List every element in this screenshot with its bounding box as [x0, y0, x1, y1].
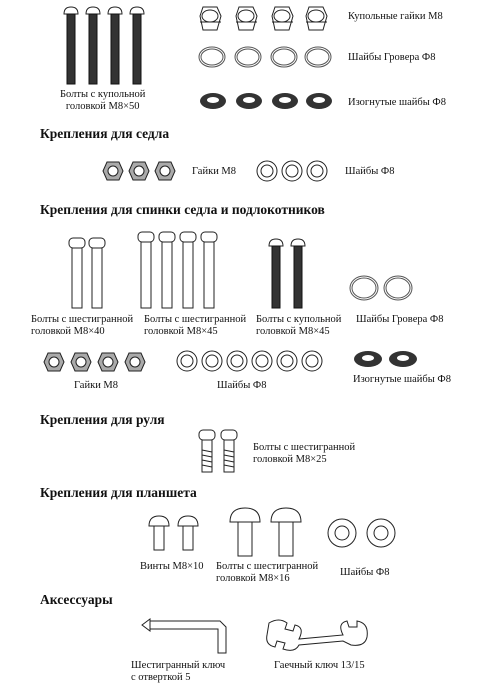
grover-washers-label: Шайбы Гровера Ф8 [348, 52, 436, 63]
seat-section-title: Крепления для седла [40, 126, 170, 141]
dome-bolts-m8x45-icon [267, 238, 311, 310]
seat-nuts-label: Гайки М8 [192, 166, 237, 177]
seat-washers-label: Шайбы Ф8 [345, 166, 395, 177]
tablet-section-title: Крепления для планшета [40, 485, 197, 500]
backrest-grover-icon [350, 274, 414, 302]
hex-bolts-m8x40-label: Болты с шестигранной головкой М8×40 [31, 314, 134, 337]
dome-bolts-m8x50-icon [62, 6, 152, 86]
wrench-label: Гаечный ключ 13/15 [274, 660, 365, 671]
dome-bolts-m8x50-label: Болты с купольной головкой М8×50 [60, 89, 146, 112]
dome-bolts-m8x45-label: Болты с купольной головкой М8×45 [256, 314, 342, 337]
dome-nuts-icon [197, 4, 332, 34]
hex-bolts-m8x25-icon [197, 428, 241, 474]
curved-washers-icon [200, 90, 340, 112]
hex-key-icon [140, 613, 235, 655]
backrest-section-title: Крепления для спинки седла и подлокотников [40, 202, 325, 217]
backrest-grover-label: Шайбы Гровера Ф8 [356, 314, 444, 325]
grover-washers-icon [199, 44, 334, 70]
hex-bolts-m8x40-icon [67, 236, 109, 310]
hex-bolts-m8x45-label: Болты с шестигранной головкой М8×45 [144, 314, 247, 337]
screws-m8x10-label: Винты М8×10 [140, 561, 204, 572]
backrest-washers-icon [176, 350, 326, 372]
accessories-section-title: Аксессуары [40, 592, 113, 607]
tablet-washers-icon [327, 518, 401, 548]
backrest-curved-label: Изогнутые шайбы Ф8 [353, 374, 451, 385]
backrest-nuts-icon [42, 350, 148, 374]
hex-bolts-m8x45-icon [136, 230, 220, 310]
wrench-icon [265, 615, 375, 655]
handlebar-section-title: Крепления для руля [40, 412, 165, 427]
screws-m8x10-icon [148, 514, 204, 554]
seat-nuts-icon [101, 159, 179, 183]
tablet-washers-label: Шайбы Ф8 [340, 567, 390, 578]
backrest-washers-label: Шайбы Ф8 [217, 380, 267, 391]
hex-key-label: Шестигранный ключ с отверткой 5 [131, 660, 226, 683]
hex-bolts-m8x25-label: Болты с шестигранной головкой М8×25 [253, 442, 356, 465]
backrest-curved-icon [353, 349, 423, 369]
backrest-nuts-label: Гайки М8 [74, 380, 119, 391]
hex-bolts-m8x16-label: Болты с шестигранной головкой М8×16 [216, 561, 319, 584]
dome-nuts-label: Купольные гайки М8 [348, 11, 443, 22]
hex-bolts-m8x16-icon [229, 506, 309, 558]
curved-washers-label: Изогнутые шайбы Ф8 [348, 97, 446, 108]
seat-washers-icon [256, 160, 328, 182]
